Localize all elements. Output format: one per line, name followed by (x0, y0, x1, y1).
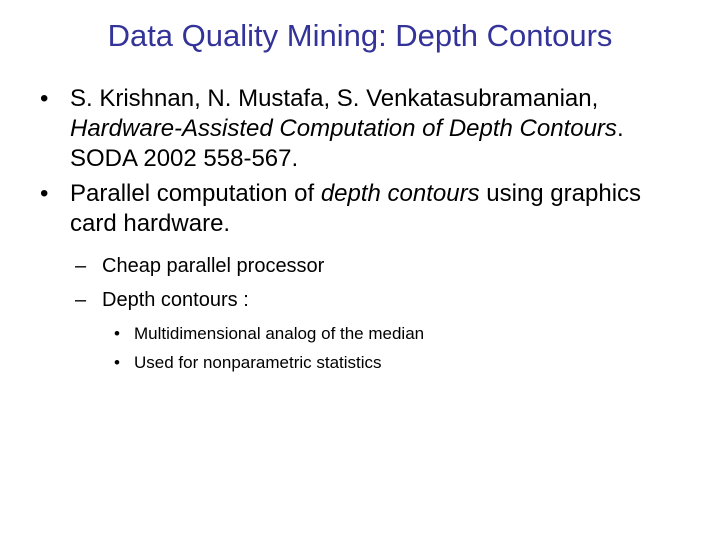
sub-item-depth-contours (40, 287, 690, 313)
reference-paper-title: Hardware-Assisted Computation of Depth Contours (70, 115, 617, 142)
sub-sub-item-label: Multidimensional analog of the median (134, 324, 425, 343)
bullet-glyph: • (40, 180, 49, 207)
parallel-text-after: using graphics card hardware. (70, 180, 642, 237)
sub-item-label: Cheap parallel processor (102, 255, 325, 277)
parallel-emphasis: depth contours (320, 180, 480, 207)
bullet-item-reference (40, 84, 690, 174)
bullet-list (40, 84, 690, 381)
dash-glyph: – (75, 289, 87, 311)
parallel-text-before: Parallel computation of (70, 180, 321, 207)
sub-sub-item-statistics (40, 352, 690, 374)
bullet-glyph: • (114, 324, 120, 343)
reference-venue: . SODA 2002 558-567. (70, 115, 624, 172)
slide-title: Data Quality Mining: Depth Contours (107, 18, 613, 53)
reference-authors: S. Krishnan, N. Mustafa, S. Venkatasubramanian, (70, 85, 599, 112)
sub-sub-item-median (40, 323, 690, 345)
sub-item-label: Depth contours : (102, 289, 249, 311)
sub-item-cheap-processor (40, 253, 690, 279)
dash-glyph: – (75, 255, 87, 277)
sub-sub-item-label: Used for nonparametric statistics (134, 353, 382, 372)
bullet-glyph: • (114, 353, 120, 372)
bullet-item-parallel (40, 179, 690, 239)
bullet-glyph: • (40, 85, 49, 112)
